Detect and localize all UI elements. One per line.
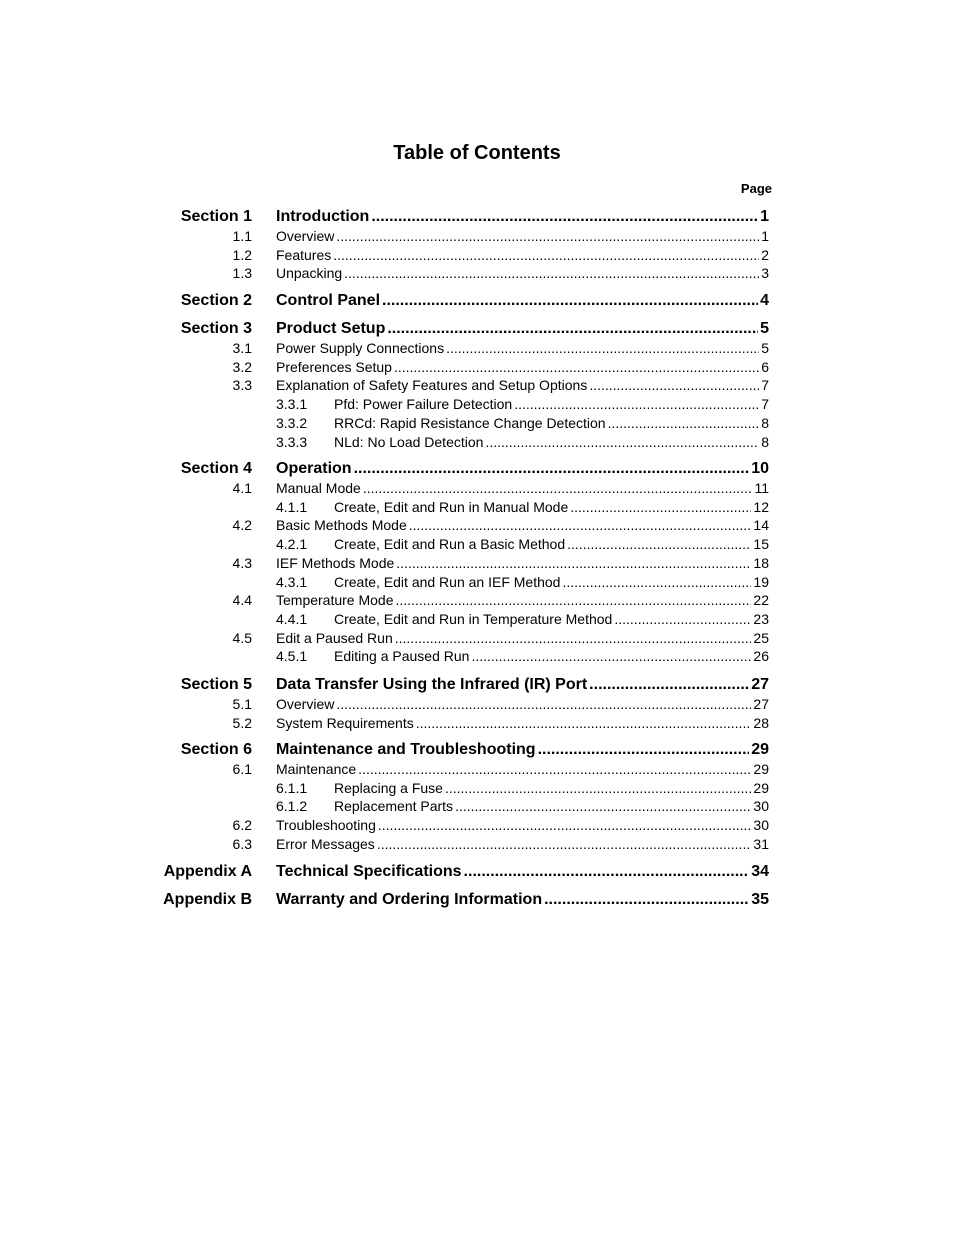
section-page-number: 34	[751, 863, 769, 880]
subsection-title: Features	[276, 246, 332, 263]
subsubsection-title: RRCd: Rapid Resistance Change Detection	[334, 414, 606, 431]
subsection-page-number: 22	[753, 592, 769, 609]
subsection-number: 4.3	[232, 554, 252, 571]
dot-leader	[371, 207, 758, 226]
section-link[interactable]	[276, 319, 769, 338]
subsubsection-number: 4.2.1	[276, 536, 308, 553]
dot-leader	[514, 396, 759, 413]
section-link[interactable]	[276, 459, 769, 478]
subsection-number: 5.2	[232, 714, 252, 731]
dot-leader	[333, 247, 759, 264]
dot-leader	[589, 675, 749, 694]
subsection-number: 1.1	[232, 228, 252, 244]
subsection-title: Basic Methods Mode	[276, 517, 407, 534]
subsection-title: System Requirements	[276, 714, 414, 731]
section-title: Warranty and Ordering Information	[276, 891, 543, 908]
section-page-number: 1	[760, 208, 769, 225]
subsection-number: 4.2	[232, 517, 252, 534]
subsection-title: IEF Methods Mode	[276, 554, 395, 571]
dot-leader	[446, 340, 759, 357]
section-page-number: 29	[751, 741, 769, 758]
subsection-title: Edit a Paused Run	[276, 629, 393, 646]
dot-leader	[363, 480, 753, 497]
subsection-link[interactable]	[276, 555, 769, 572]
dot-leader	[378, 817, 752, 834]
section-label: Appendix A	[163, 863, 252, 880]
subsection-number: 4.5	[232, 629, 252, 646]
subsubsection-title: Create, Edit and Run an IEF Method	[334, 573, 561, 590]
subsubsection-link[interactable]	[334, 396, 769, 413]
subsubsection-number: 4.1.1	[276, 498, 308, 515]
page-column-header: Page	[740, 181, 772, 196]
subsubsection-number: 6.1.2	[276, 798, 308, 815]
subsection-link[interactable]	[276, 265, 769, 282]
subsection-title: Unpacking	[276, 265, 343, 282]
subsection-link[interactable]	[276, 696, 769, 713]
subsection-link[interactable]	[276, 517, 769, 534]
section-label: Appendix B	[163, 891, 252, 908]
dot-leader	[395, 630, 752, 647]
dot-leader	[387, 319, 758, 338]
subsubsection-page-number: 29	[753, 779, 769, 796]
dot-leader	[409, 517, 752, 534]
subsubsection-page-number: 30	[753, 798, 769, 815]
dot-leader	[336, 228, 759, 245]
subsection-link[interactable]	[276, 817, 769, 834]
subsubsection-title: Pfd: Power Failure Detection	[334, 396, 513, 413]
subsection-link[interactable]	[276, 340, 769, 357]
subsubsection-page-number: 7	[761, 396, 769, 413]
subsection-number: 6.3	[232, 835, 252, 852]
section-link[interactable]	[276, 675, 769, 694]
subsection-title: Error Messages	[276, 835, 375, 852]
subsubsection-link[interactable]	[334, 780, 769, 797]
subsection-number: 3.2	[232, 358, 252, 375]
section-label: Section 5	[180, 676, 252, 693]
subsection-number: 6.2	[232, 817, 252, 834]
subsubsection-link[interactable]	[334, 648, 769, 665]
dot-leader	[416, 715, 752, 732]
section-label: Section 2	[180, 292, 252, 309]
subsubsection-number: 4.3.1	[276, 573, 308, 590]
section-page-number: 10	[751, 460, 769, 477]
section-link[interactable]	[276, 740, 769, 759]
subsection-number: 3.3	[232, 377, 252, 394]
subsubsection-link[interactable]	[334, 611, 769, 628]
subsubsection-title: Create, Edit and Run in Manual Mode	[334, 498, 569, 515]
dot-leader	[570, 499, 751, 516]
subsection-link[interactable]	[276, 377, 769, 394]
subsection-number: 1.3	[232, 265, 252, 282]
subsubsection-title: Create, Edit and Run in Temperature Method	[334, 610, 613, 627]
dot-leader	[382, 291, 758, 310]
subsection-title: Troubleshooting	[276, 817, 376, 834]
subsection-link[interactable]	[276, 836, 769, 853]
subsection-link[interactable]	[276, 630, 769, 647]
subsubsection-page-number: 15	[753, 536, 769, 553]
dot-leader	[608, 415, 760, 432]
subsection-page-number: 5	[761, 340, 769, 356]
section-label: Section 4	[180, 460, 252, 477]
subsubsection-title: NLd: No Load Detection	[334, 433, 484, 450]
dot-leader	[562, 574, 751, 591]
subsection-link[interactable]	[276, 247, 769, 264]
section-page-number: 5	[760, 320, 769, 337]
section-link[interactable]	[276, 890, 769, 909]
subsection-link[interactable]	[276, 228, 769, 245]
section-link[interactable]	[276, 291, 769, 310]
subsubsection-link[interactable]	[334, 434, 769, 451]
section-label: Section 3	[180, 320, 252, 337]
subsubsection-page-number: 23	[753, 610, 769, 627]
subsection-link[interactable]	[276, 480, 769, 497]
subsubsection-number: 3.3.1	[276, 396, 308, 413]
subsection-page-number: 2	[761, 246, 769, 263]
dot-leader	[464, 862, 750, 881]
dot-leader	[377, 836, 752, 853]
subsection-number: 1.2	[232, 246, 252, 263]
section-title: Maintenance and Troubleshooting	[276, 741, 536, 758]
subsubsection-number: 4.5.1	[276, 648, 308, 665]
section-link[interactable]	[276, 207, 769, 226]
subsubsection-title: Create, Edit and Run a Basic Method	[334, 536, 566, 553]
subsubsection-link[interactable]	[334, 574, 769, 591]
dot-leader	[358, 761, 751, 778]
subsection-link[interactable]	[276, 592, 769, 609]
subsection-page-number: 31	[753, 835, 769, 852]
subsection-page-number: 18	[753, 554, 769, 571]
section-title: Product Setup	[276, 320, 386, 337]
subsection-title: Manual Mode	[276, 480, 361, 496]
subsection-title: Maintenance	[276, 761, 357, 777]
subsubsection-title: Replacing a Fuse	[334, 779, 443, 796]
subsection-link[interactable]	[276, 761, 769, 778]
subsubsection-title: Editing a Paused Run	[334, 648, 470, 665]
subsection-title: Overview	[276, 228, 335, 244]
subsection-page-number: 29	[753, 761, 769, 777]
subsubsection-number: 4.4.1	[276, 610, 308, 627]
dot-leader	[396, 592, 752, 609]
subsubsection-number: 3.3.2	[276, 414, 308, 431]
subsection-number: 4.1	[232, 480, 252, 496]
subsection-title: Temperature Mode	[276, 592, 394, 609]
section-title: Operation	[276, 460, 352, 477]
subsubsection-link[interactable]	[334, 798, 769, 815]
dot-leader	[589, 377, 759, 394]
subsection-page-number: 11	[754, 480, 769, 496]
subsection-page-number: 7	[761, 377, 769, 394]
subsection-page-number: 6	[761, 358, 769, 375]
dot-leader	[471, 648, 751, 665]
section-label: Section 6	[180, 741, 252, 758]
subsection-page-number: 1	[761, 228, 769, 244]
subsection-number: 4.4	[232, 592, 252, 609]
section-title: Data Transfer Using the Infrared (IR) Port	[276, 676, 588, 693]
subsection-title: Overview	[276, 696, 335, 712]
subsubsection-page-number: 19	[753, 573, 769, 590]
dot-leader	[396, 555, 751, 572]
dot-leader	[344, 265, 759, 282]
section-page-number: 27	[751, 676, 769, 693]
subsubsection-link[interactable]	[334, 536, 769, 553]
dot-leader	[567, 536, 751, 553]
section-page-number: 35	[751, 891, 769, 908]
section-title: Introduction	[276, 208, 370, 225]
subsection-title: Explanation of Safety Features and Setup Options	[276, 377, 588, 394]
section-page-number: 4	[760, 292, 769, 309]
dot-leader	[614, 611, 751, 628]
section-label: Section 1	[180, 208, 252, 225]
subsection-page-number: 30	[753, 817, 769, 834]
subsection-link[interactable]	[276, 359, 769, 376]
subsection-number: 3.1	[232, 340, 252, 356]
subsection-number: 5.1	[232, 696, 252, 712]
page-title: Table of Contents	[393, 142, 561, 164]
subsubsection-page-number: 26	[753, 648, 769, 665]
section-title: Control Panel	[276, 292, 381, 309]
subsubsection-link[interactable]	[334, 499, 769, 516]
subsection-page-number: 28	[753, 714, 769, 731]
subsubsection-number: 6.1.1	[276, 779, 308, 796]
section-link[interactable]	[276, 862, 769, 881]
subsubsection-title: Replacement Parts	[334, 798, 454, 815]
subsubsection-link[interactable]	[334, 415, 769, 432]
dot-leader	[394, 359, 759, 376]
subsection-number: 6.1	[232, 761, 252, 777]
subsection-title: Preferences Setup	[276, 358, 392, 375]
dot-leader	[354, 459, 750, 478]
section-title: Technical Specifications	[276, 863, 462, 880]
dot-leader	[538, 740, 750, 759]
dot-leader	[544, 890, 749, 909]
dot-leader	[336, 696, 751, 713]
subsection-title: Power Supply Connections	[276, 340, 445, 356]
dot-leader	[445, 780, 751, 797]
subsection-page-number: 3	[761, 265, 769, 282]
subsubsection-page-number: 8	[761, 414, 769, 431]
subsection-link[interactable]	[276, 715, 769, 732]
subsection-page-number: 27	[753, 696, 769, 712]
subsubsection-number: 3.3.3	[276, 433, 308, 450]
dot-leader	[455, 798, 751, 815]
subsection-page-number: 14	[753, 517, 769, 534]
dot-leader	[485, 434, 759, 451]
subsubsection-page-number: 8	[761, 433, 769, 450]
subsubsection-page-number: 12	[753, 498, 769, 515]
subsection-page-number: 25	[753, 629, 769, 646]
